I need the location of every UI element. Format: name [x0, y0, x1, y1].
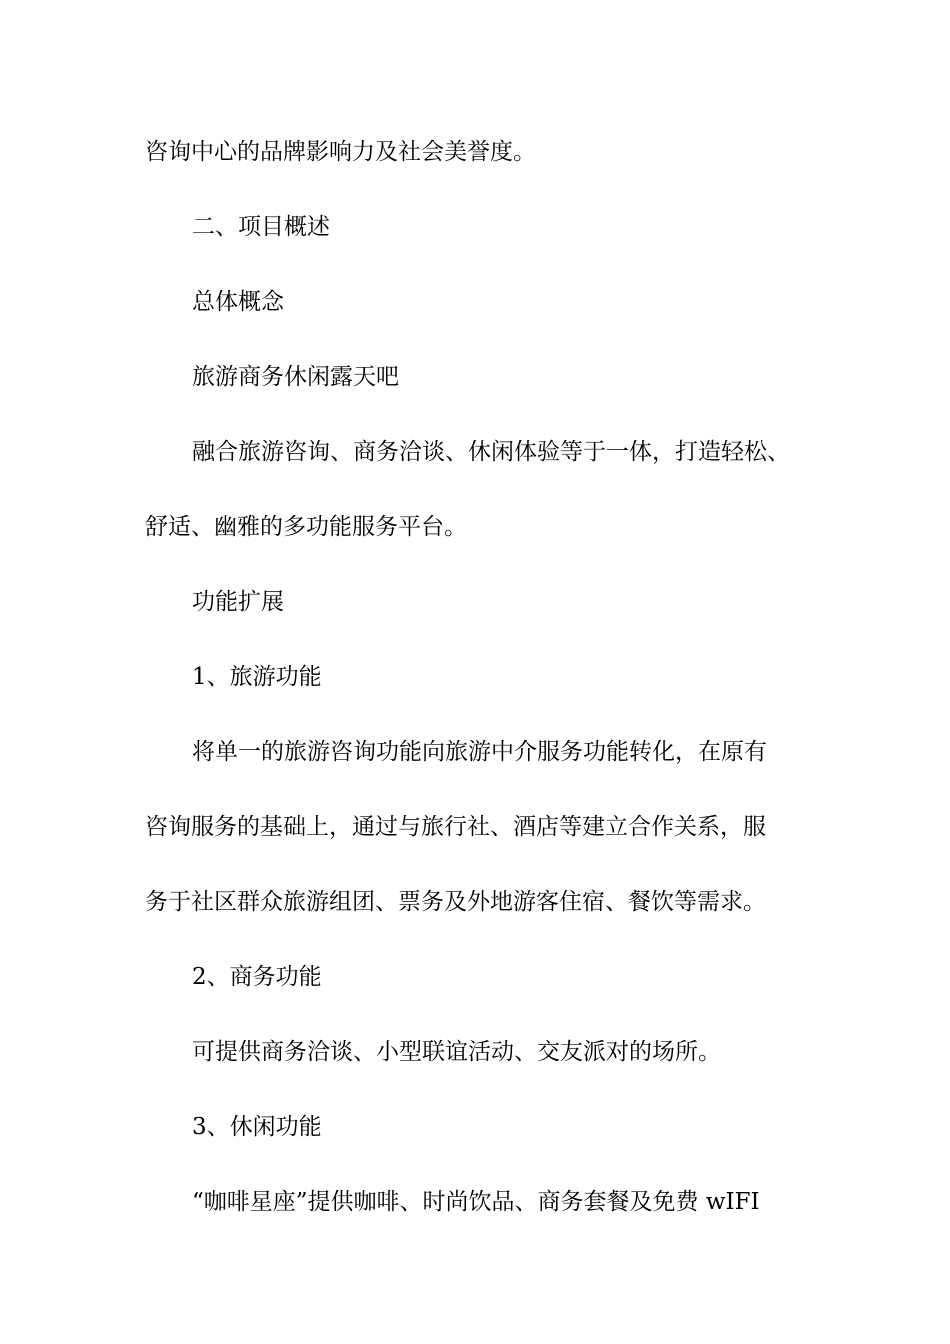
paragraph-line: 融合旅游咨询、商务洽谈、休闲体验等于一体，打造轻松、	[192, 439, 790, 465]
paragraph-line: “咖啡星座”提供咖啡、时尚饮品、商务套餐及免费 wIFI	[192, 1189, 760, 1215]
paragraph-line: 可提供商务洽谈、小型联谊活动、交友派对的场所。	[192, 1039, 721, 1065]
paragraph-line: 将单一的旅游咨询功能向旅游中介服务功能转化，在原有	[192, 739, 767, 765]
list-heading: 2、商务功能	[192, 964, 322, 990]
subheading: 功能扩展	[192, 589, 284, 615]
section-heading: 二、项目概述	[192, 214, 330, 240]
paragraph-line: 咨询中心的品牌影响力及社会美誉度。	[145, 139, 536, 165]
paragraph-line: 咨询服务的基础上，通过与旅行社、酒店等建立合作关系，服	[145, 814, 766, 840]
list-heading: 1、旅游功能	[192, 664, 322, 690]
paragraph-line: 务于社区群众旅游组团、票务及外地游客住宿、餐饮等需求。	[145, 889, 766, 915]
paragraph-line: 舒适、幽雅的多功能服务平台。	[145, 514, 467, 540]
list-heading: 3、休闲功能	[192, 1114, 322, 1140]
paragraph-line: 旅游商务休闲露天吧	[192, 364, 399, 390]
subheading: 总体概念	[192, 289, 284, 315]
